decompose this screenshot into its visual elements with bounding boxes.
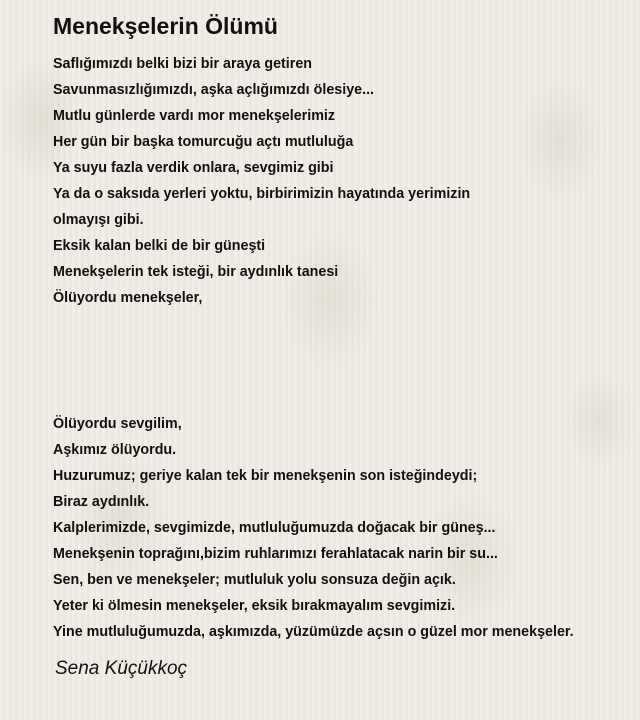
- poem-line: Huzurumuz; geriye kalan tek bir menekşenin son isteğindeydi;: [53, 468, 478, 484]
- poem-line: Eksik kalan belki de bir güneşti: [53, 238, 266, 254]
- poem-line: Savunmasızlığımızdı, aşka açlığımızdı ölesiye...: [53, 82, 375, 98]
- poem-line: Menekşenin toprağını,bizim ruhlarımızı ferahlatacak narin bir su...: [53, 546, 498, 562]
- poem-line: Ölüyordu menekşeler,: [53, 290, 203, 306]
- stanza-2: [53, 411, 638, 645]
- poem-line: Biraz aydınlık.: [53, 494, 150, 510]
- poem-line: Aşkımız ölüyordu.: [53, 442, 177, 458]
- poem-line: Kalplerimizde, sevgimizde, mutluluğumuzda doğacak bir güneş...: [53, 520, 496, 536]
- poem-line: Yeter ki ölmesin menekşeler, eksik bırakmayalım sevgimizi.: [53, 598, 456, 614]
- poem-line: Mutlu günlerde vardı mor menekşelerimiz: [53, 108, 336, 124]
- poem-author: Sena Küçükkoç: [55, 658, 188, 679]
- poem-line: olmayışı gibi.: [53, 212, 144, 228]
- poem-title: Menekşelerin Ölümü: [53, 13, 278, 39]
- poem-line: Her gün bir başka tomurcuğu açtı mutluluğa: [53, 134, 354, 150]
- poem-line: Saflığımızdı belki bizi bir araya getiren: [53, 56, 313, 72]
- poem-line: Sen, ben ve menekşeler; mutluluk yolu sonsuza değin açık.: [53, 572, 456, 588]
- poem-line: Ölüyordu sevgilim,: [53, 416, 182, 432]
- poem-line: Menekşelerin tek isteği, bir aydınlık tanesi: [53, 264, 339, 280]
- poem-line: Ya da o saksıda yerleri yoktu, birbirimizin hayatında yerimizin: [53, 186, 471, 202]
- poem-line: Ya suyu fazla verdik onlara, sevgimiz gibi: [53, 160, 334, 176]
- poem-line: Yine mutluluğumuzda, aşkımızda, yüzümüzde açsın o güzel mor menekşeler.: [53, 624, 574, 640]
- stanza-1: [53, 51, 638, 311]
